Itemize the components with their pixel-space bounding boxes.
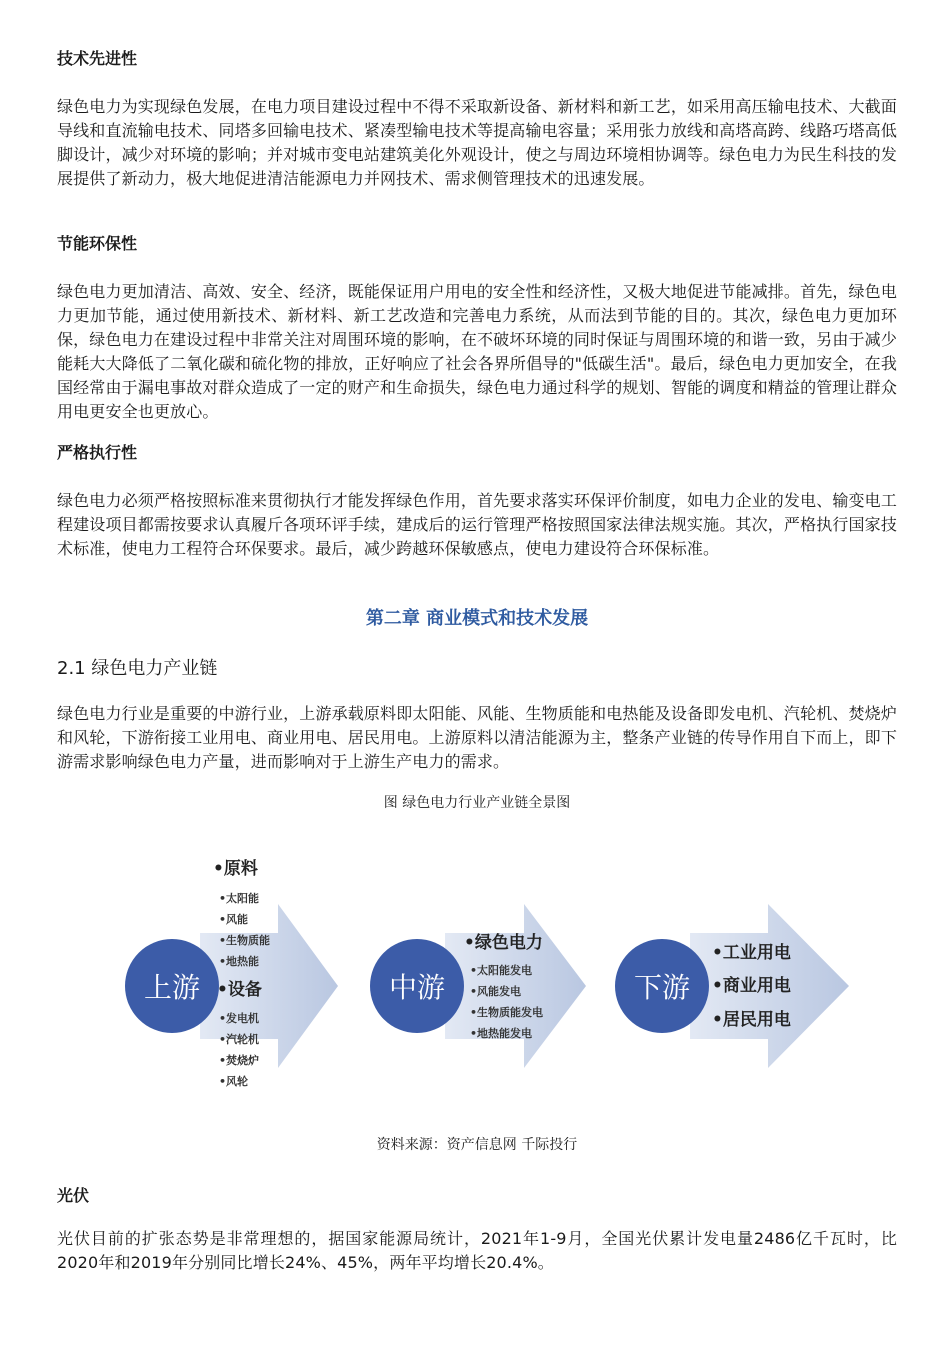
upstream-equipment-item: •汽轮机 xyxy=(219,1033,260,1046)
upstream-equipment-item: •发电机 xyxy=(219,1012,260,1025)
upstream-group1-title: •原料 xyxy=(213,859,258,879)
industry-chain-diagram xyxy=(120,838,860,1098)
paragraph-photovoltaic: 光伏目前的扩张态势是非常理想的，据国家能源局统计，2021年1-9月，全国光伏累计发电量2486亿千瓦时，比2020年和2019年分别同比增长24%、45%，两年平均增长20.4%。 xyxy=(57,1229,897,1272)
section-heading-industry-chain: 2.1 绿色电力产业链 xyxy=(57,658,218,679)
paragraph-energy-saving: 绿色电力更加清洁、高效、安全、经济，既能保证用户用电的安全性和经济性，又极大地促进节能减排。首先，绿色电力更加节能，通过使用新技术、新材料、新工艺改造和完善电力系统，从而法到节能的目的。其次，绿色电力更加环保，绿色电力在建设过程中非常关注对周围环境的影响，在不破坏环境的同时保证与周围环境的和谐一致，另由于减少能耗大大降低了二氧化碳和硫化物的排放，正好响应了社会各界所倡导的"低碳生活"。最后，绿色电力更加安全，在我国经常由于漏电事故对群众造成了一定的财产和生命损失，绿色电力通过科学的规划、智能的调度和精益的管理让群众用电更安全也更放心。 xyxy=(57,282,897,421)
upstream-equipment-item: •焚烧炉 xyxy=(219,1054,260,1067)
paragraph-industry-chain: 绿色电力行业是重要的中游行业，上游承载原料即太阳能、风能、生物质能和电热能及设备即发电机、汽轮机、焚烧炉和风轮，下游衔接工业用电、商业用电、居民用电。上游原料以清洁能源为主，整条产业链的传导作用自下而上，即下游需求影响绿色电力产量，进而影响对于上游生产电力的需求。 xyxy=(57,704,897,771)
paragraph-tech-advanced: 绿色电力为实现绿色发展，在电力项目建设过程中不得不采取新设备、新材料和新工艺，如采用高压输电技术、大截面导线和直流输电技术、同塔多回输电技术、紧凑型输电技术等提高输电容量；采用张力放线和高塔高跨、线路巧塔高低脚设计，减少对环境的影响；并对城市变电站建筑美化外观设计，使之与周边环境相协调等。绿色电力为民生科技的发展提供了新动力，极大地促进清洁能源电力并网技术、需求侧管理技术的迅速发展。 xyxy=(57,97,897,188)
upstream-material-item: •地热能 xyxy=(219,955,260,968)
upstream-material-item: •生物质能 xyxy=(219,934,271,947)
downstream-item: •居民用电 xyxy=(712,1010,791,1030)
midstream-title: •绿色电力 xyxy=(464,933,543,953)
figure-caption: 图 绿色电力行业产业链全景图 xyxy=(383,795,571,811)
midstream-item: •太阳能发电 xyxy=(470,964,533,977)
heading-photovoltaic: 光伏 xyxy=(57,1186,90,1205)
paragraph-strict-execution: 绿色电力必须严格按照标准来贯彻执行才能发挥绿色作用，首先要求落实环保评价制度，如电力企业的发电、输变电工程建设项目都需按要求认真履斤各项环评手续，建成后的运行管理严格按照国家法律法规实施。其次，严格执行国家技术标准，使电力工程符合环保要求。最后，减少跨越环保敏感点，使电力建设符合环保标准。 xyxy=(57,491,897,558)
chapter-title: 第二章 商业模式和技术发展 xyxy=(365,608,589,629)
heading-strict-execution: 严格执行性 xyxy=(57,443,138,462)
upstream-equipment-item: •风轮 xyxy=(219,1075,249,1088)
upstream-label: 上游 xyxy=(143,971,201,1004)
midstream-item: •生物质能发电 xyxy=(470,1006,544,1019)
heading-energy-saving: 节能环保性 xyxy=(57,234,138,253)
midstream-item: •地热能发电 xyxy=(470,1027,533,1040)
downstream-item: •工业用电 xyxy=(712,943,791,963)
downstream-label: 下游 xyxy=(633,971,691,1004)
upstream-group2-title: •设备 xyxy=(217,980,262,1000)
upstream-material-item: •太阳能 xyxy=(219,892,260,905)
upstream-material-item: •风能 xyxy=(219,913,249,926)
downstream-item: •商业用电 xyxy=(712,976,791,996)
figure-source: 资料来源：资产信息网 千际投行 xyxy=(376,1137,578,1153)
midstream-item: •风能发电 xyxy=(470,985,522,998)
midstream-label: 中游 xyxy=(388,971,446,1004)
heading-tech-advanced: 技术先进性 xyxy=(57,49,138,68)
